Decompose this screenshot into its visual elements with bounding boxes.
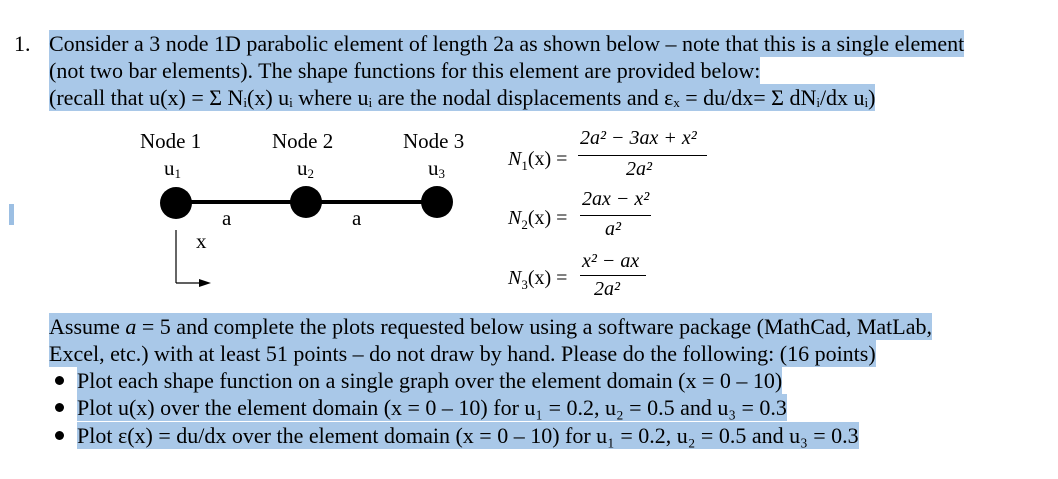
n3-lhs: $N_3(x)$ = bbox=[508, 267, 568, 292]
n1-lhs: $N_1(x)$ = bbox=[508, 148, 568, 173]
bullet-item-2[interactable]: Plot u(x) over the element domain (x = 0 – 10) for u₁ = 0.2, u₂ = 0.5 and u₃ = 0.3 bbox=[77, 395, 787, 420]
x-axis-arrowhead bbox=[199, 279, 211, 287]
n1-fraction-bar bbox=[578, 155, 707, 156]
n2-lhs: $N_2(x)$ = bbox=[508, 207, 568, 232]
n2-numerator: 2ax − x² bbox=[582, 188, 650, 210]
node-2-dot bbox=[290, 186, 322, 218]
problem-line-3[interactable]: (recall that u(x) = Σ Nᵢ(x) uᵢ where uᵢ are the nodal displacements and εₓ = du/dx= Σ dNᵢ/dx uᵢ) bbox=[49, 85, 876, 110]
segment-2-length-label: a bbox=[352, 206, 362, 230]
node-1-label: Node 1 bbox=[140, 129, 202, 153]
node-1-dot bbox=[160, 187, 192, 219]
n2-denominator: a² bbox=[605, 218, 621, 240]
u3-label: u3 bbox=[428, 156, 445, 181]
instruction-line-2[interactable]: Excel, etc.) with at least 51 points – do not draw by hand. Please do the following: (16 points) bbox=[49, 341, 876, 366]
n1-denominator: 2a² bbox=[626, 158, 652, 180]
node-2-label: Node 2 bbox=[272, 129, 334, 153]
n3-numerator: x² − ax bbox=[582, 250, 640, 272]
bullet-item-3[interactable]: Plot ε(x) = du/dx over the element domain (x = 0 – 10) for u₁ = 0.2, u₂ = 0.5 and u₃ = 0.3 bbox=[77, 423, 859, 448]
x-axis-label: x bbox=[196, 229, 207, 253]
node-3-label: Node 3 bbox=[403, 129, 465, 153]
problem-line-2[interactable]: (not two bar elements). The shape functions for this element are provided below: bbox=[49, 58, 761, 83]
bullet-2-icon bbox=[55, 403, 64, 412]
problem-number: 1. bbox=[14, 31, 31, 56]
node-3-dot bbox=[421, 186, 453, 218]
n1-numerator: 2a² − 3ax + x² bbox=[580, 127, 697, 149]
u2-label: u2 bbox=[297, 156, 314, 181]
problem-line-1[interactable]: Consider a 3 node 1D parabolic element of length 2a as shown below – note that this is a single element bbox=[49, 31, 965, 56]
bullet-item-1[interactable]: Plot each shape function on a single graph over the element domain (x = 0 – 10) bbox=[77, 368, 783, 393]
segment-1-length-label: a bbox=[222, 206, 232, 230]
n3-fraction-bar bbox=[580, 275, 646, 276]
bullet-1-icon bbox=[55, 376, 64, 385]
n3-denominator: 2a² bbox=[594, 278, 620, 300]
bullet-3-icon bbox=[55, 431, 64, 440]
instruction-line-1[interactable]: Assume a = 5 and complete the plots requested below using a software package (MathCad, MatLab, bbox=[49, 314, 932, 339]
u1-label: u1 bbox=[164, 156, 181, 181]
n2-fraction-bar bbox=[580, 215, 651, 216]
